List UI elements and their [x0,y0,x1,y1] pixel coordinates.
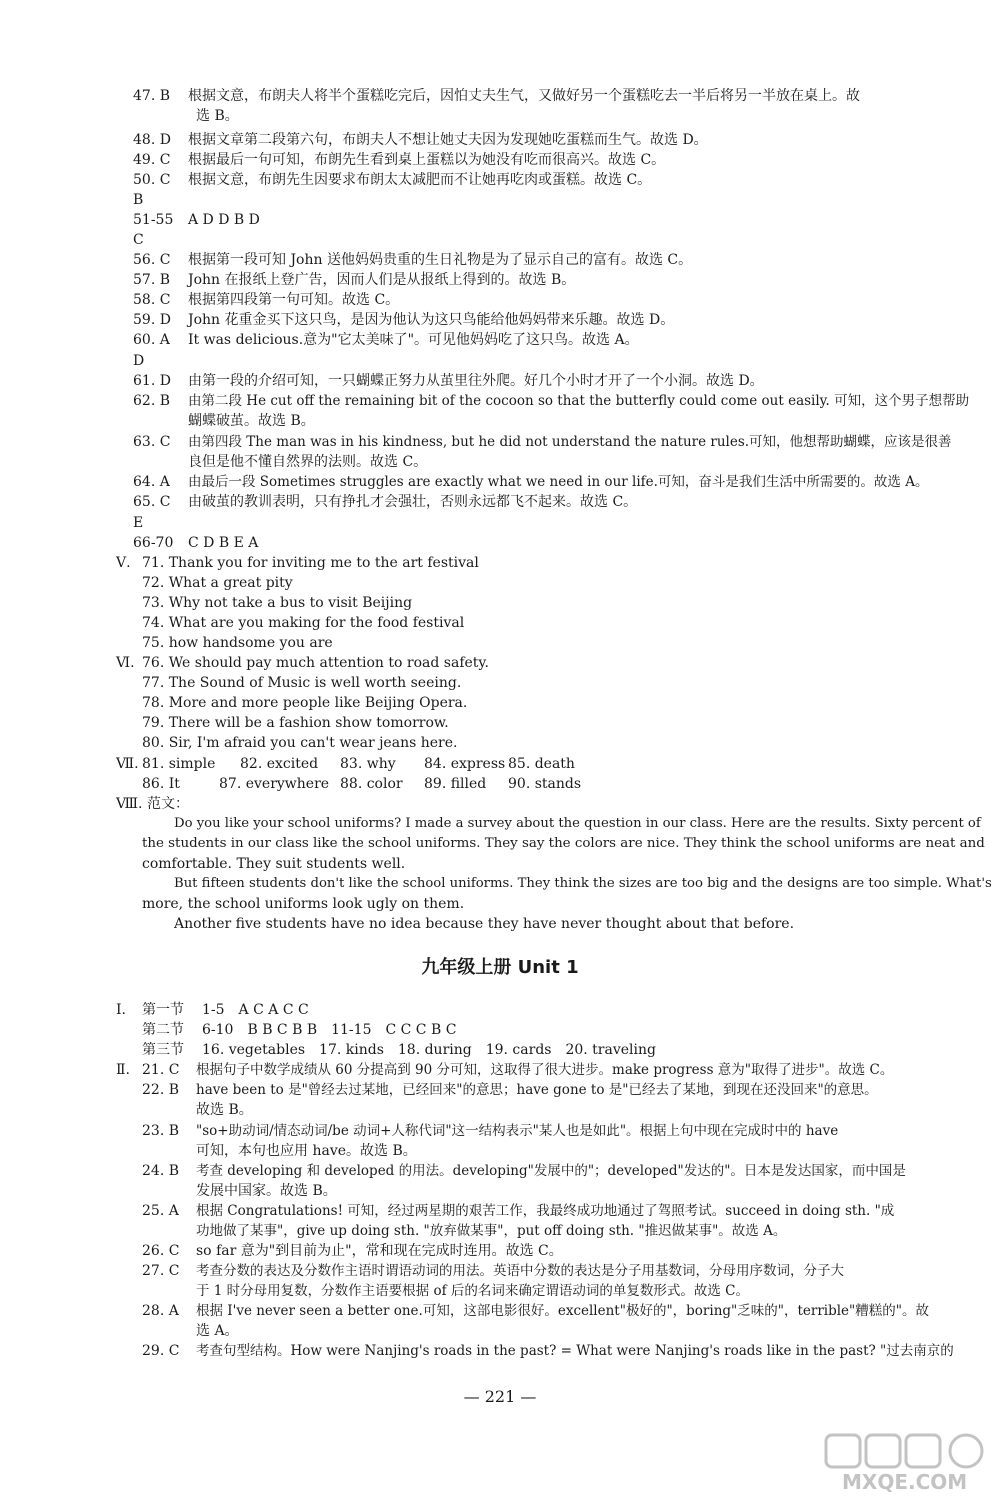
section-v-item: 73. Why not take a bus to visit Beijing [142,595,413,611]
section-vi-item: 78. More and more people like Beijing Opera. [142,695,468,711]
essay-line: Do you like your school uniforms? I made a survey about the question in our class. Here are the results. Sixty percent of [174,816,981,831]
part-answers: 6-10 B B C B B 11-15 C C C B C [202,1022,457,1038]
word-item: 85. death [508,756,575,772]
word-item: 81. simple [142,756,216,772]
part-answers: 1-5 A C A C C [202,1002,309,1018]
word-item: 84. express [424,756,506,772]
word-item: 90. stands [508,776,582,792]
watermark-logo [822,1433,992,1495]
word-item: 88. color [340,776,403,792]
section-v-item: 74. What are you making for the food festival [142,615,465,631]
essay-line: more, the school uniforms look ugly on them. [142,896,465,912]
essay-line: the students in our class like the school uniforms. They say the colors are nice. They think the school uniforms are neat and [142,836,985,851]
section-vi-item: 76. We should pay much attention to road safety. [142,655,489,671]
section-vi-item: 79. There will be a fashion show tomorrow. [142,715,449,731]
section-vi-item: 77. The Sound of Music is well worth seeing. [142,675,462,691]
part-name: 第三节 [142,1042,184,1058]
word-item: 83. why [340,756,396,772]
section-i-label: Ⅰ. [116,1002,126,1018]
part-answers: 16. vegetables 17. kinds 18. during 19. cards 20. traveling [202,1042,656,1058]
word-item: 89. filled [424,776,487,792]
section-vii-label: Ⅶ. [116,756,139,772]
unit-title: 九年级上册 Unit 1 [421,957,579,978]
section-ii-label: Ⅱ. [116,1062,130,1078]
section-v-label: Ⅴ. [116,555,131,571]
section-viii-label: Ⅷ. 范文： [116,796,189,812]
section-v-item: 72. What a great pity [142,575,293,591]
passage-label-c: C [133,232,144,248]
watermark-text: MXQE.COM [842,1470,968,1494]
word-item: 87. everywhere [219,776,330,792]
passage-label-d: D [133,353,145,369]
word-item: 86. It [142,776,180,792]
document-page: 47. B 根据文意，布朗夫人将半个蛋糕吃完后，因怕丈夫生气，又做好另一个蛋糕吃去一半后将另一半放在桌上。故 选 B。 48. D 根据文章第二段第六句，布朗夫人不想让她丈夫因为发现她吃蛋糕而生气。故选 D。 49. C 根据最后一句可知，布朗先生看到桌上蛋糕以为她没有吃而很高兴。故选 C。 50. C 根据文意，布朗先生因要求布朗太太减肥而不让她再吃肉或蛋糕。故选 C。 B 51-55 A D D B D C 56. C 根据第一段可知 John 送他妈妈贵重的生日礼物是为了显示自己的富有。故选 C。 57. B John 在报纸上登广告，因而人们是从报纸上得到的。故选 B。 58. C 根据第四段第一句可知。故选 C。 59. D John 花重金买下这只鸟，是因为他认为这只鸟能给他妈妈带来乐趣。故选 D。 60. A It was delicious.意为"它太美味了"。可见他妈妈吃了这只鸟。故选 A。 D 61. D 由第一段的介绍可知，一只蝴蝶正努力从茧里往外爬。好几个小时才开了一个小洞。故选 D。 62. B 由第二段 He cut off the remaining bit of the cocoon so that the butterfly could come out easily. 可知，这个男子想帮助 蝴蝶破茧。故选 B。 63. C 由第四段 The man was in his kindness, but he did not understand the nature rules.可知，他想帮助蝴蝶，应该是很善 良但是他不懂自然界的法则。故选 C。 64. A 由最后一段 Sometimes struggles are exactly what we need in our life.可知，奋斗是我们生活中所需要的。故选 A。 65. C 由破茧的教训表明，只有挣扎才会强壮，否则永远都飞不起来。故选 C。 E 66-70 C D B E A Ⅴ. 71. Thank you for inviting me to the art festival 72. What a great pity 73. Why not take a bus to visit Beijing 74. What are you making for the food festival 75. how handsome you are Ⅵ. 76. We should pay much attention to road safety. 77. The Sound of Music is well worth seeing. 78. More and more people like Beijing Opera. 79. There will be a fashion show tomorrow. 80. Sir, I'm afraid you can't wear jeans here. Ⅶ. 81. simple 82. excited 83. why 84. express 85. death 86. It 87. everywhere 88. color 89. filled 90. stands Ⅷ. 范文： Do you like your school uniforms? I made a survey about the question in our class. Here are the results. Sixty percent of the students in our class like the school uniforms. They say the colors are nice. They think the school uniforms are neat and comfortable. They suit students well. But fifteen students don't like the school uniforms. They think the sizes are too big and the designs are too simple. What's more, the school uniforms look ugly on them. Another five students have no idea because they have never thought about that before. 九年级上册 Unit 1 Ⅰ. 第一节 1-5 A C A C C 第二节 6-10 B B C B B 11-15 C C C B C 第三节 16. vegetables 17. kinds 18. during 19. cards 20. traveling Ⅱ. 21. C 根据句子中数学成绩从 60 分提高到 90 分可知，这取得了很大进步。make progress 意为"取得了进步"。故选 C。 22. B have been to 是"曾经去过某地，已经回来"的意思；have gone to 是"已经去了某地，到现在还没回来"的意思。 故选 B。 23. B "so+助动词/情态动词/be 动词+人称代词"这一结构表示"某人也是如此"。根据上句中现在完成时中的 have 可知，本句也应用 have。故选 B。 24. B 考查 developing 和 developed 的用法。developing"发展中的"；developed"发达的"。日本是发达国家，而中国是 发展中国家。故选 B。 25. A 根据 Congratulations! 可知，经过两星期的艰苦工作，我最终成功地通过了驾照考试。succeed in doing sth. "成 功地做了某事"，give up doing sth. "放弃做某事"，put off doing sth. "推迟做某事"。故选 A。 26. C so far 意为"到目前为止"，常和现在完成时连用。故选 C。 27. C 考查分数的表达及分数作主语时谓语动词的用法。英语中分数的表达是分子用基数词，分母用序数词，分子大 于 1 时分母用复数，分数作主语要根据 of 后的名词来确定谓语动词的单复数形式。故选 C。 28. A 根据 I've never seen a better one.可知，这部电影很好。excellent"极好的"，boring"乏味的"，terrible"糟糕的"。故 选 A。 29. C 考查句型结构。How were Nanjing's roads in the past? = What were Nanjing's roads like in the past? "过去南京的 — 221 — MXQE.COM [0,0,1000,1501]
essay-line: Another five students have no idea because they have never thought about that before. [174,916,795,932]
part-name: 第二节 [142,1022,184,1038]
passage-label-b: B [133,192,144,208]
word-item: 82. excited [240,756,319,772]
passage-label-e: E [133,515,144,531]
section-v-item: 71. Thank you for inviting me to the art festival [142,555,479,571]
section-v-item: 75. how handsome you are [142,635,333,651]
essay-line: comfortable. They suit students well. [142,856,406,872]
section-vi-item: 80. Sir, I'm afraid you can't wear jeans here. [142,735,458,751]
essay-line: But fifteen students don't like the school uniforms. They think the sizes are too big and the designs are too simple. What's [174,876,992,891]
part-name: 第一节 [142,1002,184,1018]
page-number: — 221 — [463,1387,537,1406]
section-vi-label: Ⅵ. [116,655,135,671]
